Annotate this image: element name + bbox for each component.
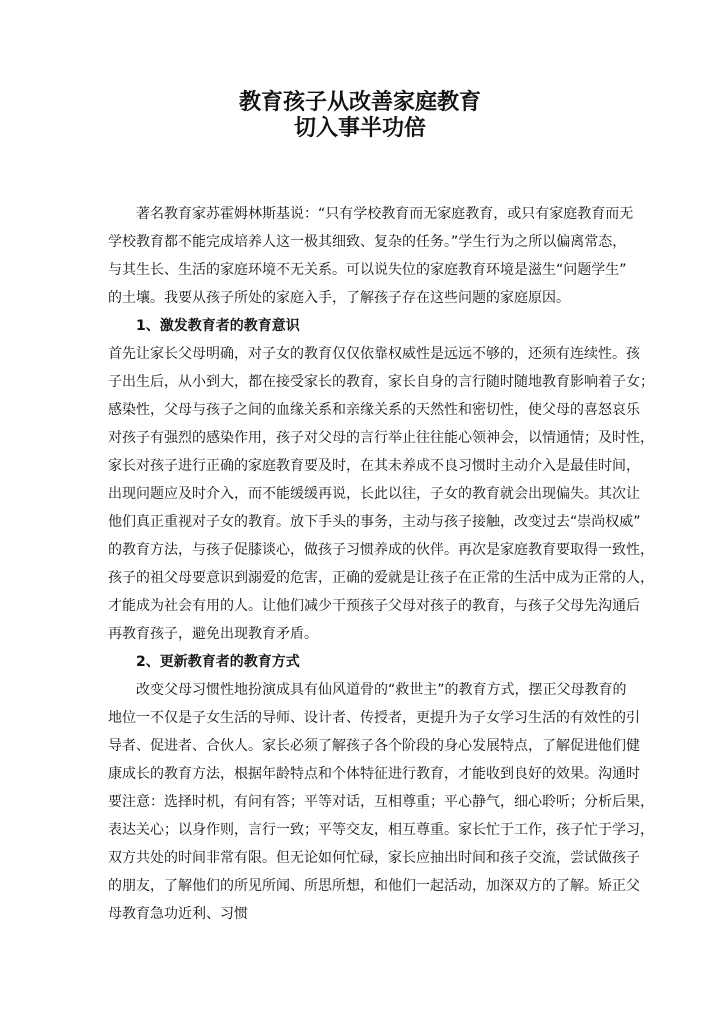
- document-title-line-1: 教育孩子从改善家庭教育: [238, 90, 481, 115]
- text-line: 再教育孩子，避免出现教育矛盾。: [108, 626, 318, 642]
- text-line: 改变父母习惯性地扮演成具有仙风道骨的“救世主”的教育方式，摆正父母教育的: [136, 682, 627, 698]
- text-line: 对孩子有强烈的感染作用，孩子对父母的言行举止往往能心领神会，以情通情；及时性，: [108, 430, 654, 446]
- intro-paragraph: [108, 200, 634, 312]
- document-title-line-2: 切入事半功倍: [293, 116, 426, 141]
- text-line: 才能成为社会有用的人。让他们减少干预孩子父母对孩子的教育，与孩子父母先沟通后: [108, 598, 640, 614]
- text-line: 母教育急功近利、习惯: [108, 906, 248, 922]
- section-2-heading: 2、更新教育者的教育方式: [136, 654, 300, 670]
- text-line: 的朋友，了解他们的所见所闻、所思所想，和他们一起活动，加深双方的了解。矫正父: [108, 878, 640, 894]
- text-line: 地位一不仅是子女生活的导师、设计者、传授者，更提升为子女学习生活的有效性的引: [108, 710, 640, 726]
- text-line: 导者、促进者、合伙人。家长必须了解孩子各个阶段的身心发展特点，了解促进他们健: [108, 738, 640, 754]
- text-line: 康成长的教育方法，根据年龄特点和个体特征进行教育，才能收到良好的效果。沟通时: [108, 766, 640, 782]
- text-line: 感染性，父母与孩子之间的血缘关系和亲缘关系的天然性和密切性，使父母的喜怒哀乐: [108, 402, 640, 418]
- text-line: 子出生后，从小到大，都在接受家长的教育，家长自身的言行随时随地教育影响着子女；: [108, 374, 654, 390]
- section-1-paragraph: [108, 340, 654, 648]
- text-line: 双方共处的时间非常有限。但无论如何忙碌，家长应抽出时间和孩子交流，尝试做孩子: [108, 850, 640, 866]
- text-line: 学校教育都不能完成培养人这一极其细致、复杂的任务。”学生行为之所以偏离常态，: [108, 234, 627, 250]
- text-line: 出现问题应及时介入，而不能缓缓再说，长此以往，子女的教育就会出现偏失。其次让: [108, 486, 640, 502]
- section-2-paragraph: [108, 676, 654, 928]
- text-line: 孩子的祖父母要意识到溺爱的危害，正确的爱就是让孩子在正常的生活中成为正常的人，: [108, 570, 654, 586]
- text-line: 表达关心；以身作则，言行一致；平等交友，相互尊重。家长忙于工作，孩子忙于学习，: [108, 822, 654, 838]
- document-body: [108, 200, 654, 928]
- text-line: 的土壤。我要从孩子所处的家庭入手，了解孩子存在这些问题的家庭原因。: [108, 290, 570, 306]
- text-line: 的教育方法，与孩子促膝谈心，做孩子习惯养成的伙伴。再次是家庭教育要取得一致性，: [108, 542, 654, 558]
- text-line: 与其生长、生活的家庭环境不无关系。可以说失位的家庭教育环境是滋生“问题学生”: [108, 262, 627, 278]
- text-line: 要注意：选择时机，有问有答；平等对话，互相尊重；平心静气，细心聆听；分析后果，: [108, 794, 654, 810]
- text-line: 家长对孩子进行正确的家庭教育要及时，在其未养成不良习惯时主动介入是最佳时间，: [108, 458, 640, 474]
- section-1-heading: 1、激发教育者的教育意识: [136, 318, 300, 334]
- text-line: 著名教育家苏霍姆林斯基说：“只有学校教育而无家庭教育，或只有家庭教育而无: [136, 206, 634, 222]
- text-line: 首先让家长父母明确，对子女的教育仅仅依靠权威性是远远不够的，还须有连续性。孩: [108, 346, 640, 362]
- text-line: 他们真正重视对子女的教育。放下手头的事务，主动与孩子接触，改变过去“崇尚权威”: [108, 514, 641, 530]
